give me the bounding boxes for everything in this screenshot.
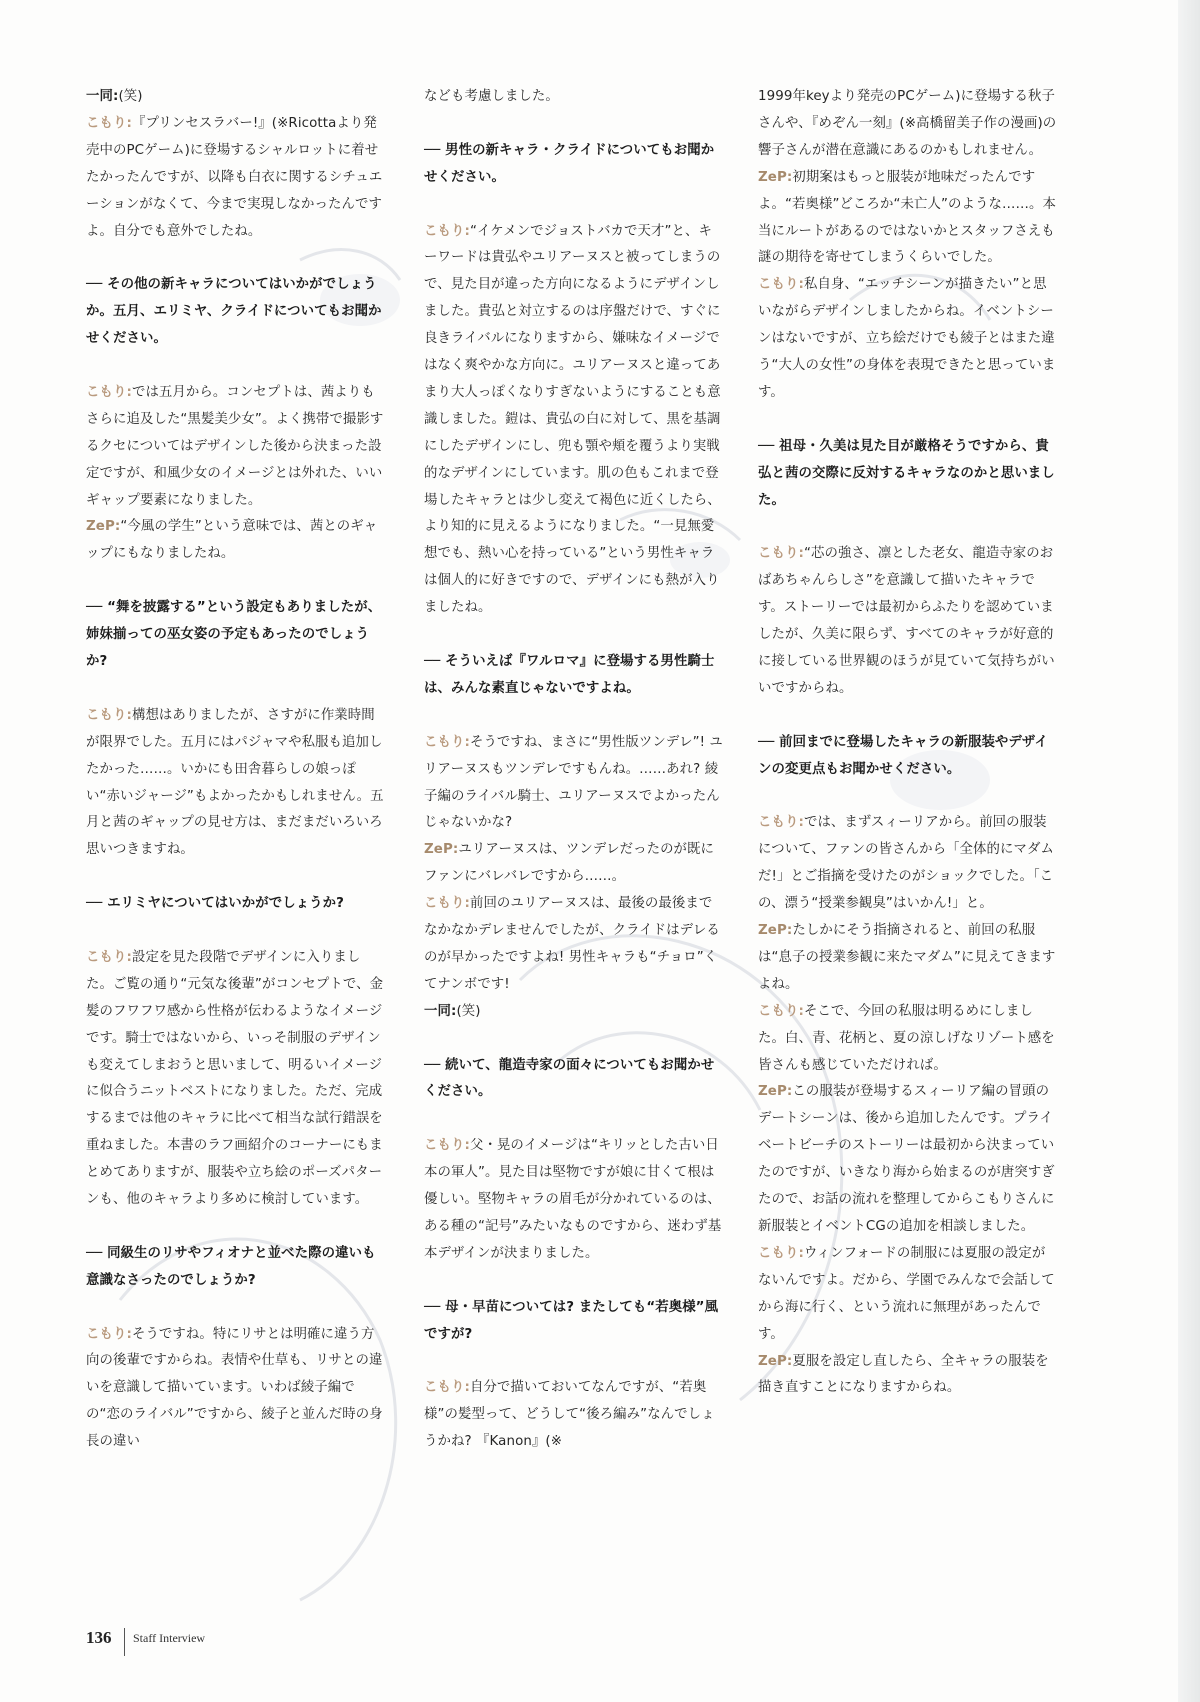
answer-text: 初期案はもっと服装が地味だったんですよ。“若奥様”どころか“未亡人”のような……。本当にルートがあるのではないかとスタッフさえも謎の期待を寄せてしまうくらいでした。 bbox=[758, 169, 1056, 266]
interview-answer bbox=[86, 111, 386, 246]
answer-text: ユリアーヌスは、ツンデレだったのが既にファンにバレバレですから……。 bbox=[424, 842, 715, 885]
speaker-colon: : bbox=[464, 1380, 470, 1396]
text-column-3 bbox=[758, 84, 1058, 1402]
interview-answer bbox=[758, 1241, 1058, 1349]
speaker-name: ZeP bbox=[758, 169, 787, 185]
interview-answer bbox=[758, 541, 1058, 702]
speaker-colon: : bbox=[798, 546, 804, 562]
speaker-name: こもり bbox=[86, 949, 127, 965]
interview-question: ── “舞を披露する”という設定もありましたが、姉妹揃っての巫女姿の予定もあったのでしょうか? bbox=[86, 600, 382, 669]
speaker-colon: : bbox=[126, 707, 132, 723]
answer-text: 父・晃のイメージは“キリッとした古い日本の軍人”。見た目は堅物ですが娘に甘くて根は優しい。堅物キャラの眉毛が分かれているのは、ある種の“記号”みたいなものですから、迷わず基本デザインが決まりました。 bbox=[424, 1138, 722, 1261]
interview-answer bbox=[758, 810, 1058, 918]
interview-answer bbox=[758, 165, 1058, 273]
speaker-name: 一同 bbox=[86, 89, 113, 104]
speaker-name: こもり bbox=[86, 707, 127, 723]
speaker-colon: : bbox=[464, 1138, 470, 1154]
speaker-colon: : bbox=[786, 923, 793, 939]
interview-answer bbox=[86, 703, 386, 864]
answer-text: そこで、今回の私服は明るめにしました。白、青、花柄と、夏の涼しげなリゾート感を皆さんも感じていただければ。 bbox=[758, 1003, 1055, 1073]
interview-answer bbox=[424, 837, 724, 891]
speaker-colon: : bbox=[126, 949, 132, 965]
speaker-colon: : bbox=[464, 734, 470, 750]
speaker-name: こもり bbox=[758, 1003, 799, 1019]
answer-text: 設定を見た段階でデザインに入りました。ご覧の通り“元気な後輩”がコンセプトで、金髪のフワフワ感から性格が伝わるようなイメージです。騎士ではないから、いっそ制服のデザインも変えてしまおうと思いまして、明るいイメージに似合うニットベストになりました。ただ、完成するまでは他のキャラに比べて相当な試行錯誤を重ねました。本書のラフ画紹介のコーナーにもまとめてありますが、服装や立ち絵のポーズパターンも、他のキャラより多めに検討しています。 bbox=[86, 949, 384, 1208]
interview-answer bbox=[424, 1375, 724, 1456]
page-edge bbox=[1178, 0, 1200, 1702]
answer-text: (笑) bbox=[118, 89, 143, 104]
speaker-name: こもり bbox=[86, 384, 127, 400]
interview-answer bbox=[758, 84, 1058, 165]
speaker-name: こもり bbox=[758, 277, 799, 293]
speaker-name: こもり bbox=[424, 734, 465, 750]
speaker-colon: : bbox=[126, 1326, 132, 1342]
speaker-name: こもり bbox=[424, 1138, 465, 1154]
speaker-colon: : bbox=[798, 815, 804, 831]
speaker-colon: : bbox=[464, 223, 470, 239]
speaker-colon: : bbox=[126, 115, 132, 131]
speaker-colon: : bbox=[450, 1003, 457, 1019]
speaker-colon: : bbox=[786, 169, 793, 185]
answer-text: 1999年keyより発売のPCゲーム)に登場する秋子さんや、『めぞん一刻』(※高橋留美子作の漫画)の響子さんが潜在意識にあるのかもしれません。 bbox=[758, 89, 1057, 158]
speaker-name: ZeP bbox=[424, 842, 453, 858]
speaker-colon: : bbox=[114, 519, 121, 535]
interview-question: ── 祖母・久美は見た目が厳格そうですから、貴弘と茜の交際に反対するキャラなのかと思いました。 bbox=[758, 438, 1055, 508]
interview-question: ── 前回までに登場したキャラの新服装やデザインの変更点もお聞かせください。 bbox=[758, 734, 1048, 777]
interview-answer bbox=[424, 219, 724, 623]
interview-answer bbox=[758, 1349, 1058, 1403]
speaker-name: ZeP bbox=[758, 923, 787, 939]
interview-answer bbox=[424, 84, 724, 111]
speaker-name: こもり bbox=[758, 1245, 799, 1261]
speaker-name: 一同 bbox=[424, 1003, 451, 1019]
answer-text: 自分で描いておいてなんですが、“若奥様”の髪型って、どうして“後ろ編み”なんでしょうかね? 『Kanon』(※ bbox=[424, 1380, 715, 1450]
interview-answer bbox=[86, 1322, 386, 1457]
speaker-name: ZeP bbox=[758, 1084, 787, 1100]
footer-divider bbox=[124, 1628, 125, 1656]
answer-text: “今風の学生”という意味では、茜とのギャップにもなりましたね。 bbox=[86, 519, 378, 562]
answer-text: 構想はありましたが、さすがに作業時間が限界でした。五月にはパジャマや私服も追加したかった……。いかにも田舎暮らしの娘っぽい“赤いジャージ”もよかったかもしれません。五月と茜のギャップの見せ方は、まだまだいろいろ思いつきますね。 bbox=[86, 707, 384, 858]
interview-question: ── 男性の新キャラ・クライドについてもお聞かせください。 bbox=[424, 142, 715, 185]
interview-answer bbox=[424, 730, 724, 838]
speaker-name: こもり bbox=[758, 815, 799, 831]
answer-text: 『プリンセスラバー!』(※Ricottaより発売中のPCゲーム)に登場するシャルロットに着せたかったんですが、以降も白衣に関するシチュエーションがなくて、今まで実現しなかったんですよ。自分でも意外でしたね。 bbox=[86, 115, 383, 239]
interview-question: ── 続いて、龍造寺家の面々についてもお聞かせください。 bbox=[424, 1057, 715, 1100]
answer-text: “芯の強さ、凛とした老女、龍造寺家のおばあちゃんらしさ”を意識して描いたキャラです。ストーリーでは最初からふたりを認めていましたが、久美に限らず、すべてのキャラが好意的に接している世界観のほうが見ていて気持ちがいいですからね。 bbox=[758, 546, 1055, 696]
page-number: 136 bbox=[86, 1628, 112, 1647]
answer-text: そうですね。特にリサとは明確に違う方向の後輩ですからね。表情や仕草も、リサとの違いを意識して描いています。いわば綾子編での“恋のライバル”ですから、綾子と並んだ時の身長の違い bbox=[86, 1326, 383, 1450]
interview-question: ── 母・早苗については? またしても“若奥様”風ですが? bbox=[424, 1299, 719, 1342]
interview-answer bbox=[86, 514, 386, 568]
interview-answer bbox=[424, 891, 724, 999]
speaker-colon: : bbox=[786, 1084, 793, 1100]
answer-text: では、まずスィーリアから。前回の服装について、ファンの皆さんから「全体的にマダムだ!」とご指摘を受けたのがショックでした。「この、漂う“授業参観臭”はいかん!」と。 bbox=[758, 815, 1054, 912]
speaker-name: こもり bbox=[424, 1380, 465, 1396]
interview-answer bbox=[758, 918, 1058, 999]
speaker-name: こもり bbox=[86, 1326, 127, 1342]
speaker-colon: : bbox=[464, 896, 470, 912]
interview-answer bbox=[758, 272, 1058, 407]
speaker-name: こもり bbox=[86, 115, 127, 131]
speaker-name: ZeP bbox=[758, 1353, 787, 1369]
answer-text: 夏服を設定し直したら、全キャラの服装を描き直すことになりますからね。 bbox=[758, 1353, 1049, 1396]
interview-question: ── そういえば『ワルロマ』に登場する男性騎士は、みんな素直じゃないですよね。 bbox=[424, 653, 715, 696]
interview-question: ── エリミヤについてはいかがでしょうか? bbox=[86, 896, 345, 912]
answer-text: “イケメンでジョストバカで天才”と、キーワードは貴弘やユリアーヌスと被ってしまうので、見た目が違った方向になるようにデザインしました。貴弘と対立するのは序盤だけで、すぐに良きライバルになりますから、嫌味なイメージではなく爽やかな方向に。ユリアーヌスと違ってあまり大人っぽくなりすぎないようにすることも意識しました。鎧は、貴弘の白に対して、黒を基調にしたデザインにし、兜も顎や頬を覆うより実戦的なデザインにしています。肌の色もこれまで登場したキャラとは少し変えて褐色に近くしたら、より知的に見えるようになりました。“一見無愛想でも、熱い心を持っている”という男性キャラは個人的に好きですので、デザインにも熱が入りましたね。 bbox=[424, 223, 721, 616]
interview-answer bbox=[758, 999, 1058, 1080]
interview-answer bbox=[86, 380, 386, 515]
interview-question: ── 同級生のリサやフィオナと並べた際の違いも意識なさったのでしょうか? bbox=[86, 1245, 376, 1288]
speaker-colon: : bbox=[126, 384, 132, 400]
interview-question: ── その他の新キャラについてはいかがでしょうか。五月、エリミヤ、クライドについてもお聞かせください。 bbox=[86, 277, 382, 347]
speaker-colon: : bbox=[786, 1353, 793, 1369]
answer-text: ウィンフォードの制服には夏服の設定がないんですよ。だから、学園でみんなで会話してから海に行く、という流れに無理があったんです。 bbox=[758, 1245, 1055, 1342]
answer-text: 私自身、“エッチシーンが描きたい”と思いながらデザインしましたからね。イベントシーンはないですが、立ち絵だけでも綾子とはまた違う“大人の女性”の身体を表現できたと思っています。 bbox=[758, 277, 1056, 400]
interview-answer bbox=[86, 84, 386, 111]
speaker-name: ZeP bbox=[86, 519, 115, 535]
interview-answer bbox=[86, 945, 386, 1214]
interview-answer bbox=[424, 999, 724, 1026]
answer-text: そうですね、まさに“男性版ツンデレ”! ユリアーヌスもツンデレですもんね。……あれ? 綾子編のライバル騎士、ユリアーヌスでよかったんじゃないかな? bbox=[424, 734, 723, 831]
speaker-name: こもり bbox=[424, 896, 465, 912]
answer-text: たしかにそう指摘されると、前回の私服は“息子の授業参観に来たマダム”に見えてきますよね。 bbox=[758, 923, 1056, 992]
text-column-2 bbox=[424, 84, 724, 1456]
answer-text: 前回のユリアーヌスは、最後の最後までなかなかデレませんでしたが、クライドはデレるのが早かったですよね! 男性キャラも“チョロ”くてナンボです! bbox=[424, 896, 720, 992]
text-column-1 bbox=[86, 84, 386, 1456]
section-label: Staff Interview bbox=[133, 1631, 206, 1645]
answer-text: この服装が登場するスィーリア編の冒頭のデートシーンは、後から追加したんです。プライベートビーチのストーリーは最初から決まっていたのですが、いきなり海から始まるのが唐突すぎたので、お話の流れを整理してからこもりさんに新服装とイベントCGの追加を相談しました。 bbox=[758, 1084, 1055, 1234]
speaker-colon: : bbox=[798, 277, 804, 293]
speaker-colon: : bbox=[112, 89, 119, 104]
interview-answer bbox=[424, 1133, 724, 1268]
speaker-colon: : bbox=[798, 1003, 804, 1019]
answer-text: (笑) bbox=[456, 1003, 481, 1019]
speaker-name: こもり bbox=[758, 546, 799, 562]
speaker-colon: : bbox=[452, 842, 459, 858]
answer-text: では五月から。コンセプトは、茜よりもさらに追及した“黒髪美少女”。よく携帯で撮影するクセについてはデザインした後から決まった設定ですが、和風少女のイメージとは外れた、いいギャップ要素になりました。 bbox=[86, 384, 384, 508]
interview-answer bbox=[758, 1079, 1058, 1240]
answer-text: なども考慮しました。 bbox=[424, 89, 559, 104]
speaker-colon: : bbox=[798, 1245, 804, 1261]
speaker-name: こもり bbox=[424, 223, 465, 239]
